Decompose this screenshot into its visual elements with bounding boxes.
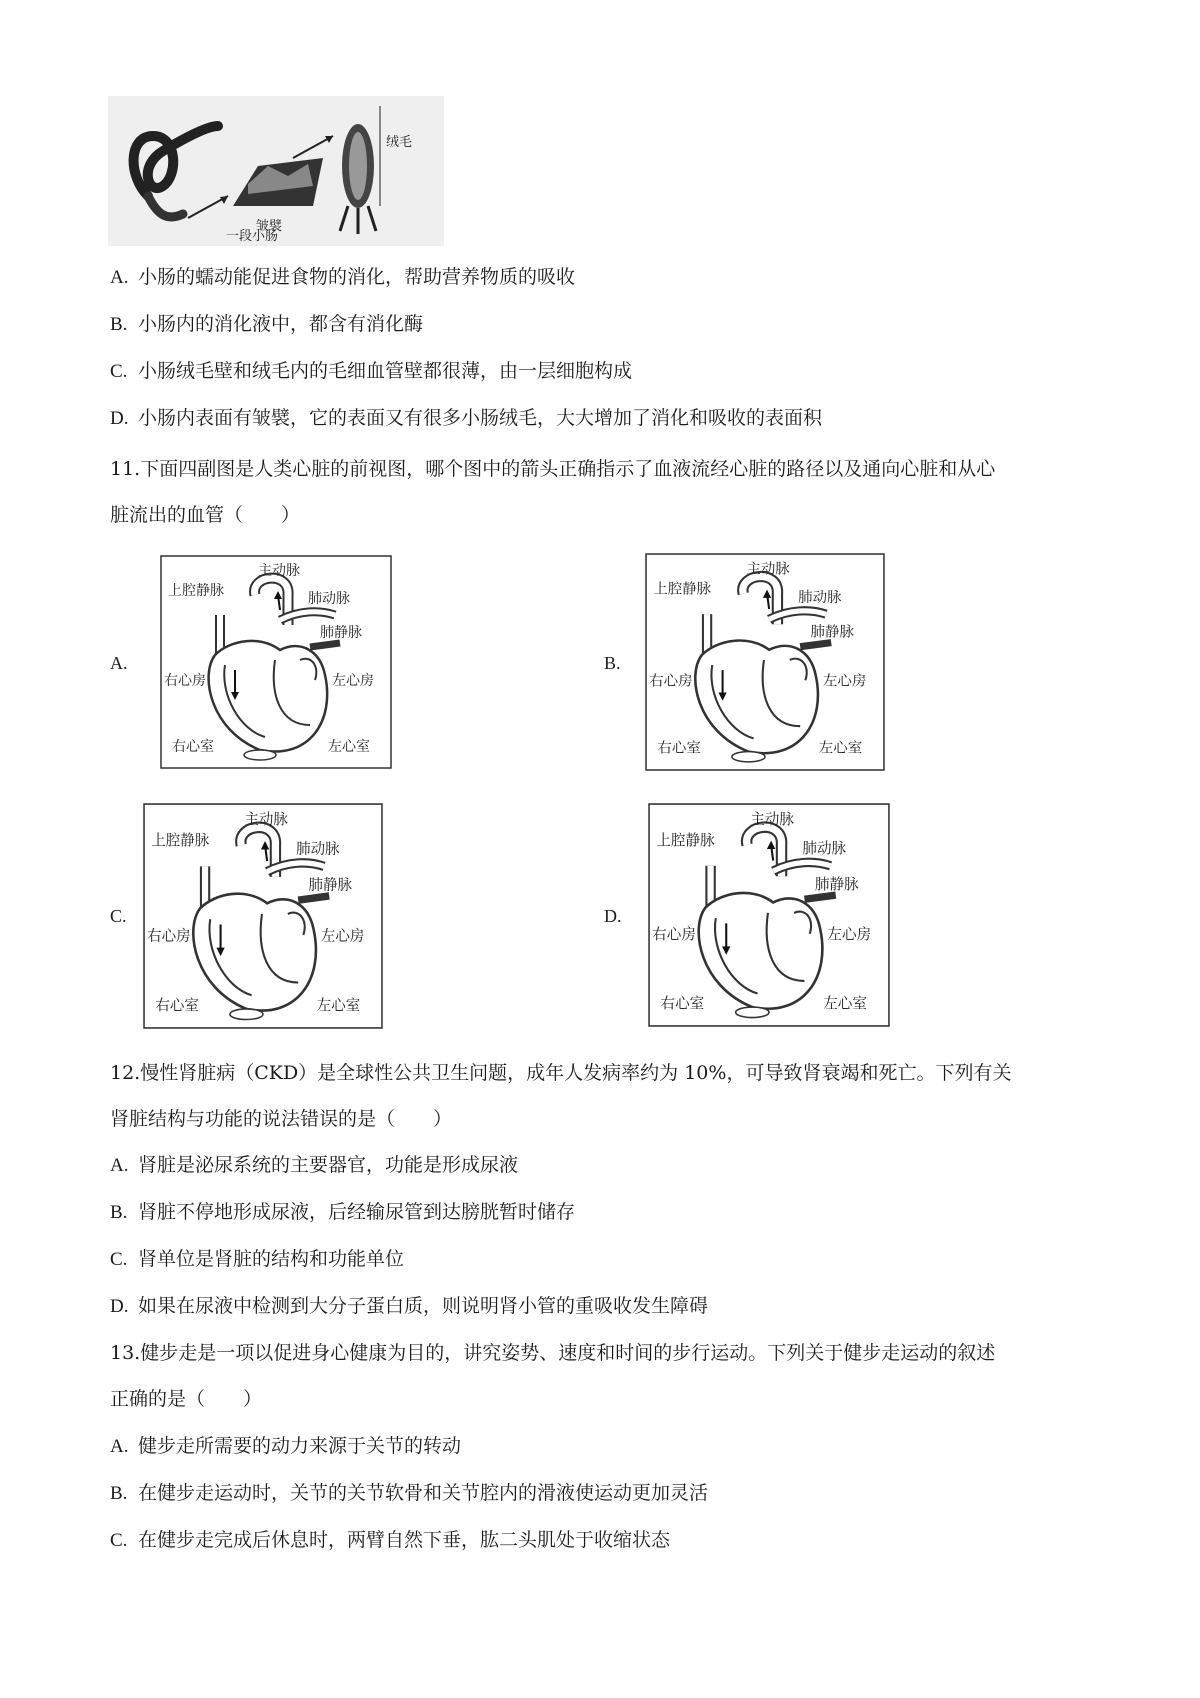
heart-label-pulm-vein: 肺静脉 xyxy=(320,625,362,641)
q12-option-b xyxy=(110,1197,575,1224)
q11-option-b-letter: B. xyxy=(604,653,621,673)
q11-stem-line1: 11.下面四副图是人类心脏的前视图，哪个图中的箭头正确指示了血液流经心脏的路径以及通向心脏和从心 xyxy=(110,458,996,480)
heart-label-right-ventricle: 右心室 xyxy=(155,996,199,1015)
heart-label-right-atrium: 右心房 xyxy=(147,927,191,945)
option-text: 肾单位是肾脏的结构和功能单位 xyxy=(138,1248,405,1270)
q12-stem-line1: 12.慢性肾脏病（CKD）是全球性公共卫生问题，成年人发病率约为 10%，可导致肾衰竭和死亡。下列有关 xyxy=(110,1062,1012,1084)
q10-option-c xyxy=(110,356,632,383)
heart-label-aorta: 主动脉 xyxy=(746,561,790,578)
heart-diagram-b xyxy=(645,553,885,771)
option-letter: C. xyxy=(110,1530,128,1551)
q10-option-b xyxy=(110,309,423,336)
option-letter: C. xyxy=(110,1249,128,1270)
option-letter: B. xyxy=(110,1483,128,1504)
heart-label-pulm-vein: 肺静脉 xyxy=(814,875,859,893)
heart-label-pulm-artery: 肺动脉 xyxy=(802,840,847,858)
q12-option-c xyxy=(110,1244,404,1271)
heart-label-left-ventricle: 左心室 xyxy=(328,739,370,755)
heart-label-right-atrium: 右心房 xyxy=(164,673,206,689)
option-text: 小肠绒毛壁和绒毛内的毛细血管壁都很薄，由一层细胞构成 xyxy=(138,360,633,382)
heart-label-left-ventricle: 左心室 xyxy=(316,996,361,1015)
q10-option-d xyxy=(110,403,822,430)
heart-label-pulm-artery: 肺动脉 xyxy=(798,589,842,606)
q10-option-a xyxy=(110,262,575,289)
intestine-figure xyxy=(108,96,444,246)
q12-stem-line2: 肾脏结构与功能的说法错误的是（ ） xyxy=(110,1108,453,1130)
option-text: 小肠的蠕动能促进食物的消化，帮助营养物质的吸收 xyxy=(138,266,576,288)
q13-option-a xyxy=(110,1431,461,1458)
heart-label-left-atrium: 左心房 xyxy=(827,926,872,944)
heart-label-right-ventricle: 右心室 xyxy=(657,740,701,757)
option-text: 肾脏是泌尿系统的主要器官，功能是形成尿液 xyxy=(138,1154,519,1176)
q11-option-c-letter: C. xyxy=(110,906,127,926)
q11-stem-line2: 脏流出的血管（ ） xyxy=(110,504,301,526)
heart-label-pulm-vein: 肺静脉 xyxy=(308,876,352,894)
heart-label-svc: 上腔静脉 xyxy=(656,831,715,849)
option-letter: B. xyxy=(110,314,128,335)
option-text: 如果在尿液中检测到大分子蛋白质，则说明肾小管的重吸收发生障碍 xyxy=(138,1295,709,1317)
q11-option-a-letter: A. xyxy=(110,653,128,673)
option-text: 在健步走完成后休息时，两臂自然下垂，肱二头肌处于收缩状态 xyxy=(138,1529,671,1551)
heart-label-left-ventricle: 左心室 xyxy=(818,740,863,757)
q13-option-c xyxy=(110,1525,670,1552)
heart-label-right-ventricle: 右心室 xyxy=(660,995,705,1013)
heart-label-svc: 上腔静脉 xyxy=(168,583,224,599)
q13-stem-line2: 正确的是（ ） xyxy=(110,1388,263,1410)
heart-label-left-ventricle: 左心室 xyxy=(823,995,867,1013)
label-villus: 绒毛 xyxy=(386,135,413,150)
heart-diagram-a xyxy=(160,555,392,769)
heart-label-pulm-artery: 肺动脉 xyxy=(308,591,350,607)
heart-label-right-atrium: 右心房 xyxy=(649,673,693,690)
option-letter: A. xyxy=(110,1436,129,1457)
option-letter: B. xyxy=(110,1202,128,1223)
label-fold: 皱襞 xyxy=(256,219,283,234)
q12-option-d xyxy=(110,1291,708,1318)
heart-diagram-c xyxy=(143,803,383,1029)
heart-label-right-ventricle: 右心室 xyxy=(172,739,214,755)
q13-option-b xyxy=(110,1478,708,1505)
heart-label-aorta: 主动脉 xyxy=(750,810,794,828)
heart-label-svc: 上腔静脉 xyxy=(151,832,210,850)
q11-option-d-letter: D. xyxy=(604,906,622,926)
heart-diagram-d xyxy=(648,803,890,1027)
option-letter: D. xyxy=(110,1296,129,1317)
option-text: 健步走所需要的动力来源于关节的转动 xyxy=(138,1435,462,1457)
option-text: 肾脏不停地形成尿液，后经输尿管到达膀胱暂时储存 xyxy=(138,1201,576,1223)
option-text: 小肠内表面有皱襞，它的表面又有很多小肠绒毛，大大增加了消化和吸收的表面积 xyxy=(138,407,823,429)
heart-label-aorta: 主动脉 xyxy=(258,563,300,579)
option-letter: D. xyxy=(110,408,129,429)
option-text: 小肠内的消化液中，都含有消化酶 xyxy=(138,313,424,335)
option-letter: A. xyxy=(110,267,129,288)
heart-label-left-atrium: 左心房 xyxy=(822,673,867,690)
heart-label-pulm-artery: 肺动脉 xyxy=(296,840,340,858)
q13-stem-line1: 13.健步走是一项以促进身心健康为目的，讲究姿势、速度和时间的步行运动。下列关于健步走运动的叙述 xyxy=(110,1342,996,1364)
q12-option-a xyxy=(110,1150,518,1177)
heart-label-svc: 上腔静脉 xyxy=(653,581,712,598)
label-intestine-segment: 一段小肠 xyxy=(226,229,279,244)
heart-label-aorta: 主动脉 xyxy=(244,810,288,829)
heart-label-left-atrium: 左心房 xyxy=(320,927,365,945)
heart-label-pulm-vein: 肺静脉 xyxy=(810,624,854,641)
heart-label-left-atrium: 左心房 xyxy=(332,673,374,689)
option-text: 在健步走运动时，关节的关节软骨和关节腔内的滑液使运动更加灵活 xyxy=(138,1482,709,1504)
option-letter: C. xyxy=(110,361,128,382)
option-letter: A. xyxy=(110,1155,129,1176)
heart-label-right-atrium: 右心房 xyxy=(652,926,696,944)
